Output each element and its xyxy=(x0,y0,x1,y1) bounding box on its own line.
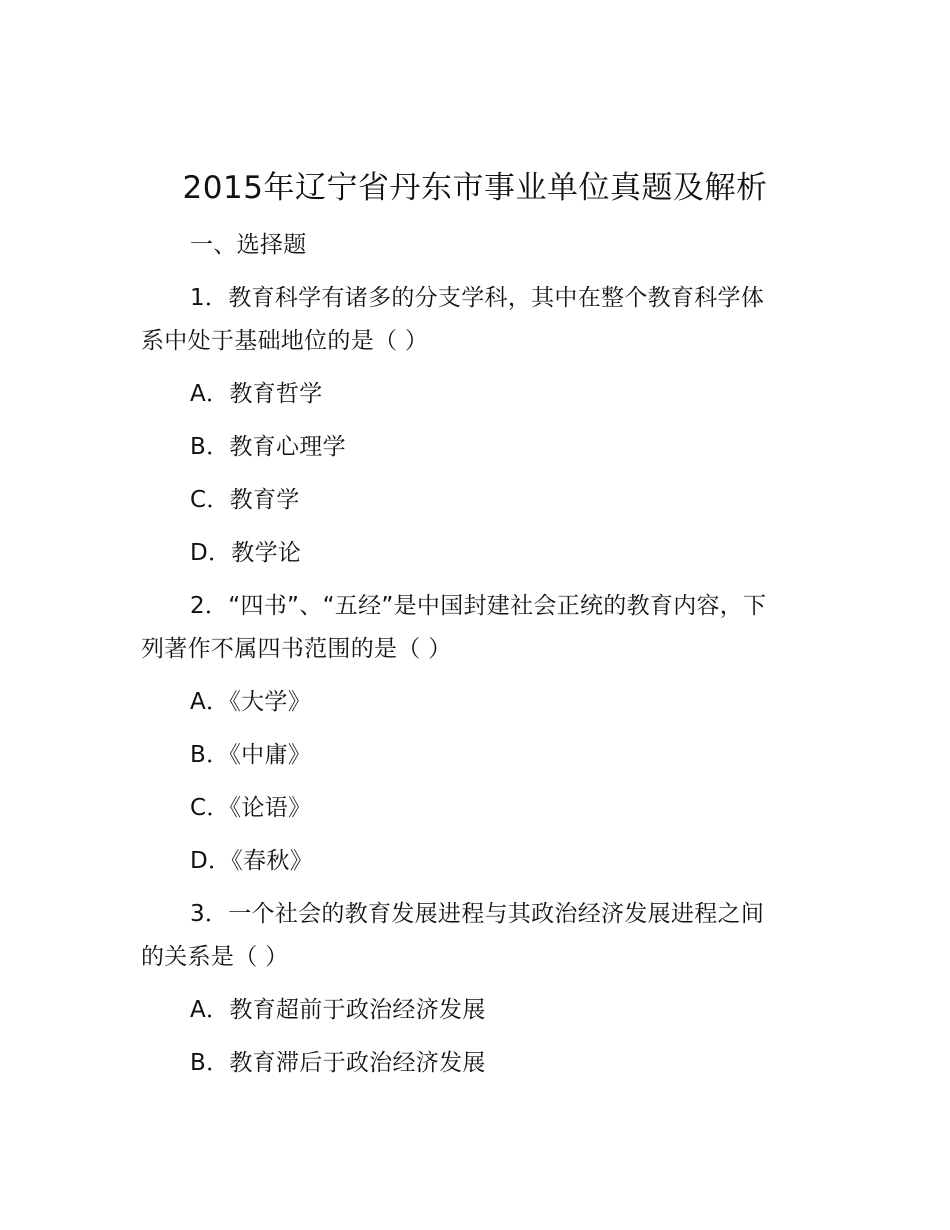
question-1-option-c: C．教育学 xyxy=(190,487,300,513)
question-3-option-a: A．教育超前于政治经济发展 xyxy=(190,997,486,1023)
question-2 xyxy=(141,585,817,671)
question-1-option-d: D．教学论 xyxy=(190,540,302,566)
question-3-line-2: 的关系是（ ） xyxy=(141,944,289,970)
document-body xyxy=(141,224,817,1095)
question-3 xyxy=(141,893,817,979)
question-3-line-1: 3．一个社会的教育发展进程与其政治经济发展进程之间 xyxy=(190,901,765,927)
question-1-option-b: B．教育心理学 xyxy=(190,434,346,460)
question-2-option-c: C．《论语》 xyxy=(190,795,312,821)
question-1-line-2: 系中处于基础地位的是（ ） xyxy=(141,328,429,354)
question-1-line-1: 1．教育科学有诸多的分支学科，其中在整个教育科学体 xyxy=(190,285,765,311)
question-3-option-b: B．教育滞后于政治经济发展 xyxy=(190,1050,486,1076)
section-heading: 一、选择题 xyxy=(190,232,307,258)
question-1 xyxy=(141,277,817,363)
question-2-line-1: 2．“四书”、“五经”是中国封建社会正统的教育内容，下 xyxy=(190,593,767,619)
question-1-option-a: A．教育哲学 xyxy=(190,381,323,407)
question-2-option-d: D．《春秋》 xyxy=(190,848,314,874)
question-2-option-a: A．《大学》 xyxy=(190,689,312,715)
document-title: 2015年辽宁省丹东市事业单位真题及解析 xyxy=(182,170,768,206)
question-2-option-b: B．《中庸》 xyxy=(190,742,312,768)
question-2-line-2: 列著作不属四书范围的是（ ） xyxy=(141,636,452,662)
